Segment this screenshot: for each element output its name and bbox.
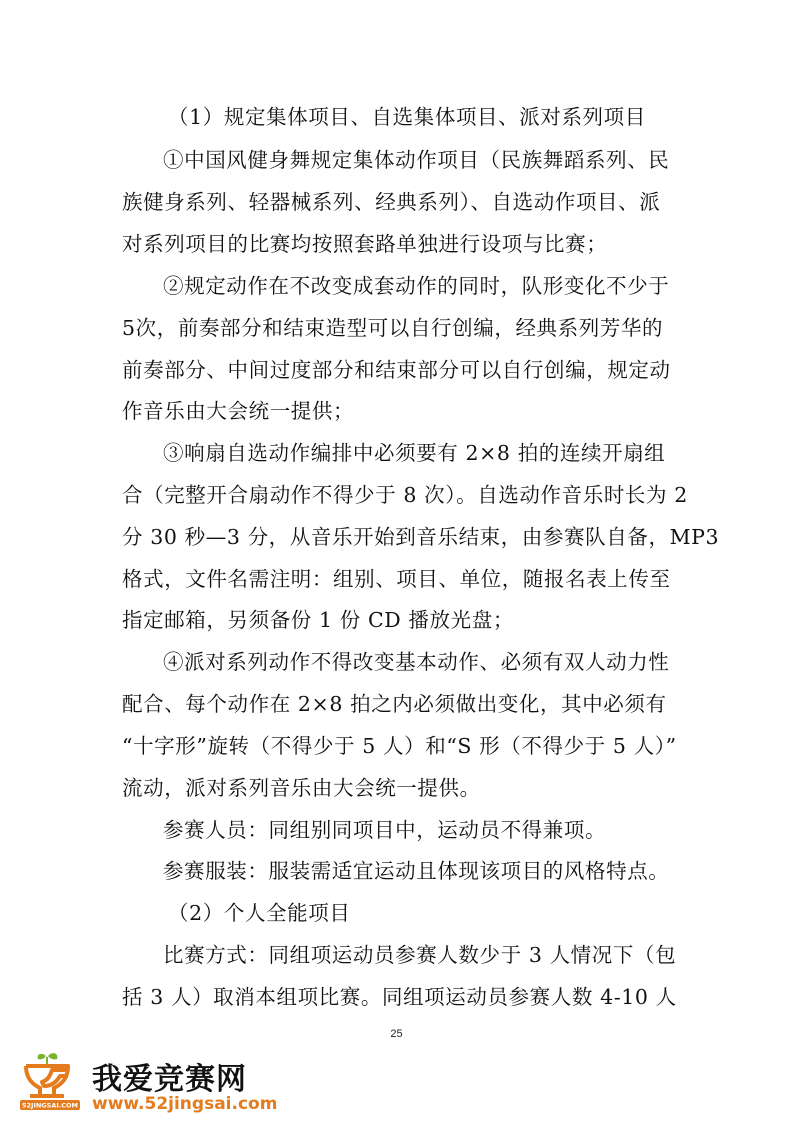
- trophy-logo-icon: [18, 1050, 84, 1116]
- paragraph-line: 格式，文件名需注明：组别、项目、单位，随报名表上传至: [122, 567, 671, 591]
- paragraph-line: 族健身系列、轻器械系列、经典系列）、自选动作项目、派: [122, 190, 661, 214]
- section-heading-1: （1）规定集体项目、自选集体项目、派对系列项目: [168, 105, 646, 129]
- paragraph-line: 对系列项目的比赛均按照套路单独进行设项与比赛；: [122, 232, 608, 256]
- svg-text:52JINGSAI.COM: 52JINGSAI.COM: [21, 1101, 79, 1110]
- paragraph-line: 配合、每个动作在 2×8 拍之内必须做出变化，其中必须有: [122, 692, 667, 716]
- paragraph-line: 前奏部分、中间过度部分和结束部分可以自行创编，规定动: [122, 358, 671, 382]
- paragraph-line: ①中国风健身舞规定集体动作项目（民族舞蹈系列、民: [163, 148, 670, 172]
- paragraph-line: 比赛方式：同组项运动员参赛人数少于 3 人情况下（包: [163, 943, 677, 967]
- paragraph-line: 括 3 人）取消本组项比赛。同组项运动员参赛人数 4-10 人: [122, 985, 677, 1009]
- paragraph-line: 作音乐由大会统一提供；: [122, 399, 355, 423]
- paragraph-line: “十字形”旋转（不得少于 5 人）和“S 形（不得少于 5 人）”: [122, 734, 677, 758]
- paragraph-line: ③响扇自选动作编排中必须要有 2×8 拍的连续开扇组: [163, 441, 666, 465]
- paragraph-line: 合（完整开合扇动作不得少于 8 次）。自选动作音乐时长为 2: [122, 483, 688, 507]
- watermark-url: www.52jingsai.com: [92, 1094, 278, 1114]
- paragraph-line: 参赛服装：服装需适宜运动且体现该项目的风格特点。: [163, 859, 670, 883]
- paragraph-line: 参赛人员：同组别同项目中，运动员不得兼项。: [163, 818, 607, 842]
- paragraph-line: 5次，前奏部分和结束造型可以自行创编，经典系列芳华的: [122, 316, 664, 340]
- paragraph-line: 流动，派对系列音乐由大会统一提供。: [122, 776, 481, 800]
- paragraph-line: ④派对系列动作不得改变基本动作、必须有双人动力性: [163, 650, 670, 674]
- page-number: 25: [390, 1028, 403, 1040]
- paragraph-line: ②规定动作在不改变成套动作的同时，队形变化不少于: [163, 274, 670, 298]
- paragraph-line: 分 30 秒—3 分，从音乐开始到音乐结束，由参赛队自备，MP3: [122, 525, 720, 549]
- paragraph-line: 指定邮箱，另须备份 1 份 CD 播放光盘；: [122, 608, 514, 632]
- watermark-logo: [18, 1050, 278, 1116]
- watermark-title: 我爱竞赛网: [92, 1062, 247, 1097]
- section-heading-2: （2）个人全能项目: [168, 901, 351, 925]
